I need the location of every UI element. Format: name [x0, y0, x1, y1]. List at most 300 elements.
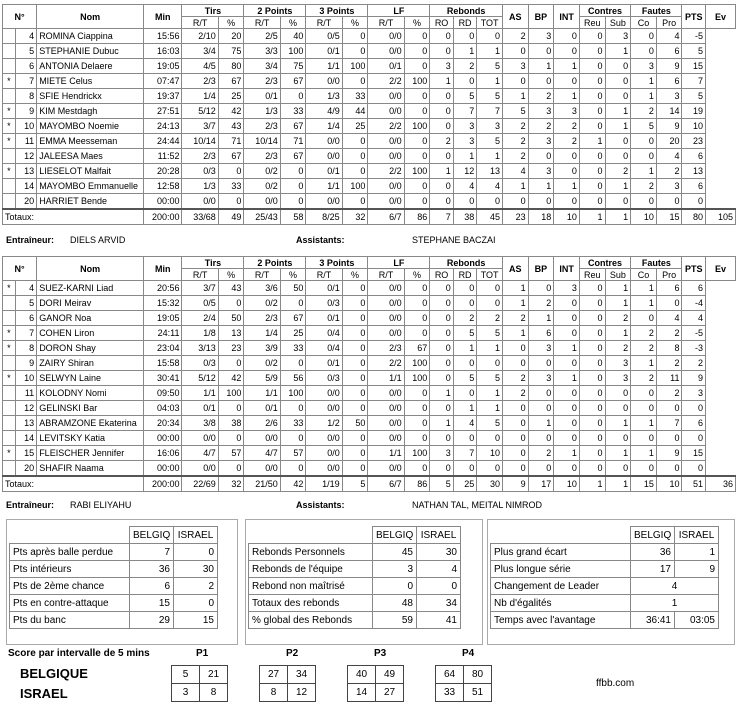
stat-cell: 0/0	[306, 401, 342, 416]
stat-cell: 0/0	[368, 401, 404, 416]
player-name: ZAIRY Shiran	[37, 356, 144, 371]
stats-row	[491, 612, 719, 629]
stat-cell: 0/3	[306, 296, 342, 311]
score-row	[260, 684, 316, 702]
stat-cell: 0	[404, 281, 430, 296]
stat-cell: 2	[631, 371, 657, 386]
stat-cell: 4/7	[182, 446, 218, 461]
stat-cell: 2	[502, 119, 528, 134]
stat-cell: 0	[579, 446, 605, 461]
stat-cell: 2/2	[368, 164, 404, 179]
stat-cell: 20	[656, 134, 682, 149]
stat-cell: 0	[430, 356, 454, 371]
stat-cell: 7	[453, 104, 477, 119]
stats-value: 30	[174, 561, 218, 578]
subheader: %	[280, 17, 306, 29]
stat-cell: 0	[430, 296, 454, 311]
stat-cell: 3	[682, 386, 706, 401]
stat-cell: 5/12	[182, 371, 218, 386]
stats-label: Pts de 2ème chance	[10, 578, 130, 595]
stat-cell: 6	[682, 281, 706, 296]
stat-cell: 3	[605, 356, 631, 371]
stat-cell: 71	[218, 134, 244, 149]
stats-row	[10, 612, 218, 629]
stat-cell: 0	[502, 44, 528, 59]
stats-row	[491, 578, 719, 595]
total-cell: 51	[682, 476, 706, 492]
stat-cell: 0	[579, 104, 605, 119]
stat-cell: 11	[15, 386, 36, 401]
player-name: ABRAMZONE Ekaterina	[37, 416, 144, 431]
stat-cell: 2	[528, 296, 554, 311]
stat-cell: 1/1	[368, 446, 404, 461]
stats-row	[10, 544, 218, 561]
stat-cell: 0	[280, 296, 306, 311]
stats-row	[249, 578, 461, 595]
stat-cell: *	[3, 446, 16, 461]
total-cell: 10	[656, 476, 682, 492]
total-cell: 30	[477, 476, 503, 492]
stat-cell: 3	[430, 446, 454, 461]
stat-cell: 8	[15, 89, 36, 104]
subheader: %	[280, 269, 306, 281]
stat-cell: 3	[528, 104, 554, 119]
stat-cell: 0	[430, 401, 454, 416]
stat-cell: 2	[631, 341, 657, 356]
stat-cell	[3, 296, 16, 311]
player-name: COHEN Liron	[37, 326, 144, 341]
stat-cell	[3, 194, 16, 210]
stat-cell: 67	[218, 74, 244, 89]
header-name: Nom	[37, 5, 144, 29]
stat-cell: -5	[682, 29, 706, 44]
stat-cell: 2/2	[368, 356, 404, 371]
team1-assistants: STEPHANE BACZAI	[412, 235, 496, 245]
total-cell: 6/7	[368, 209, 404, 225]
stat-cell: 1	[477, 386, 503, 401]
stat-cell: 12	[15, 149, 36, 164]
stats-table-mid	[248, 526, 461, 629]
score-cell: 5	[172, 666, 200, 684]
coach-label: Entraîneur:	[6, 500, 55, 510]
stat-cell: 1	[554, 446, 580, 461]
stat-cell: 0/0	[306, 461, 342, 477]
stat-cell: 6	[656, 281, 682, 296]
stat-cell: 0/0	[306, 149, 342, 164]
stat-cell: 0/0	[368, 386, 404, 401]
stat-cell: 0	[342, 401, 368, 416]
stat-cell: 5	[15, 296, 36, 311]
player-row	[3, 59, 736, 74]
stat-cell: 0	[631, 134, 657, 149]
stats-label: Rebond non maîtrisé	[249, 578, 373, 595]
subheader: RO	[430, 269, 454, 281]
header-lf: LF	[368, 257, 430, 269]
stat-cell: 23:04	[144, 341, 182, 356]
stat-cell: 0	[342, 194, 368, 210]
header-int: INT	[554, 5, 580, 29]
header-name: Nom	[37, 257, 144, 281]
player-row	[3, 134, 736, 149]
stat-cell: 7	[656, 416, 682, 431]
stats-header	[249, 527, 461, 544]
stat-cell: 0/1	[306, 311, 342, 326]
stat-cell: 50	[342, 416, 368, 431]
stat-cell: 5	[477, 416, 503, 431]
stats-blank	[10, 527, 130, 544]
stat-cell: 0/4	[306, 341, 342, 356]
stat-cell: 1	[605, 104, 631, 119]
stat-cell: 0	[430, 119, 454, 134]
score-row	[348, 666, 404, 684]
player-name: STEPHANIE Dubuc	[37, 44, 144, 59]
stat-cell: 0	[631, 431, 657, 446]
stat-cell: 04:03	[144, 401, 182, 416]
stat-cell: 0	[631, 44, 657, 59]
stat-cell: 20:34	[144, 416, 182, 431]
total-cell: 6/7	[368, 476, 404, 492]
stat-cell: 0	[342, 326, 368, 341]
score-cell: 3	[172, 684, 200, 702]
period-2-scores	[259, 665, 316, 702]
stat-cell: 12	[15, 401, 36, 416]
stat-cell: 2	[656, 386, 682, 401]
stat-cell: 0	[579, 341, 605, 356]
stat-cell: 4	[453, 179, 477, 194]
stat-cell	[3, 356, 16, 371]
stat-cell: 0	[631, 149, 657, 164]
stat-cell: 100	[404, 356, 430, 371]
stat-cell: 0	[579, 416, 605, 431]
total-cell: 9	[502, 476, 528, 492]
stat-cell: 13	[477, 164, 503, 179]
stat-cell: 24:44	[144, 134, 182, 149]
stat-cell: 13	[15, 164, 36, 179]
stat-cell: 2/3	[244, 119, 280, 134]
player-row	[3, 296, 736, 311]
player-name: DORI Meirav	[37, 296, 144, 311]
stat-cell: 3/8	[182, 416, 218, 431]
stat-cell: 2	[631, 179, 657, 194]
stat-cell: 0	[453, 194, 477, 210]
stat-cell: 10	[15, 119, 36, 134]
header-3pts: 3 Points	[306, 5, 368, 17]
player-row	[3, 281, 736, 296]
stat-cell: 0	[656, 194, 682, 210]
stat-cell: 15	[682, 59, 706, 74]
stat-cell: 0	[579, 401, 605, 416]
player-name: HARRIET Bende	[37, 194, 144, 210]
stat-cell: 0	[605, 194, 631, 210]
subheader: Pro	[656, 17, 682, 29]
stat-cell: 0	[280, 164, 306, 179]
stat-cell: 0	[631, 311, 657, 326]
score-cell: 27	[260, 666, 288, 684]
stat-cell: 0	[605, 59, 631, 74]
score-row	[172, 684, 228, 702]
stat-cell: 1	[477, 74, 503, 89]
stat-cell: 0	[342, 311, 368, 326]
stat-cell: 0	[477, 281, 503, 296]
stat-cell: 0	[453, 356, 477, 371]
stat-cell: 3	[528, 341, 554, 356]
subheader: R/T	[244, 17, 280, 29]
stat-cell: 0	[554, 44, 580, 59]
total-cell: 10	[554, 209, 580, 225]
stat-cell: 1	[477, 341, 503, 356]
stat-cell: 33	[218, 179, 244, 194]
stat-cell: 1	[554, 89, 580, 104]
stat-cell: 0	[605, 431, 631, 446]
total-cell: 15	[656, 209, 682, 225]
team2-coach-line	[6, 498, 726, 512]
stat-cell: 10	[682, 119, 706, 134]
stat-cell: 0	[502, 74, 528, 89]
header-min: Min	[144, 257, 182, 281]
stats-value: 36:41	[631, 612, 675, 629]
player-name: JALEESA Maes	[37, 149, 144, 164]
stat-cell: 0	[477, 431, 503, 446]
player-row	[3, 461, 736, 477]
stat-cell: 0	[342, 149, 368, 164]
stat-cell: 0	[280, 194, 306, 210]
stat-cell: 2/3	[182, 149, 218, 164]
stat-cell: 4/7	[244, 446, 280, 461]
stat-cell: 5	[477, 89, 503, 104]
stat-cell: 0	[218, 164, 244, 179]
team2-coach: RABI ELIYAHU	[70, 500, 132, 510]
total-cell: 23	[502, 209, 528, 225]
score-row	[348, 684, 404, 702]
stat-cell: 67	[280, 74, 306, 89]
stat-cell: 1	[477, 401, 503, 416]
stat-cell: 0	[554, 386, 580, 401]
stat-cell: 7	[682, 74, 706, 89]
stat-cell: 33	[280, 341, 306, 356]
stat-cell: 1/1	[368, 371, 404, 386]
player-name: MIETE Celus	[37, 74, 144, 89]
stat-cell: 4/5	[182, 59, 218, 74]
stat-cell: 1	[554, 59, 580, 74]
stat-cell	[3, 311, 16, 326]
stat-cell: 0	[404, 179, 430, 194]
player-row	[3, 74, 736, 89]
stat-cell: 0	[554, 326, 580, 341]
stat-cell: 0	[554, 74, 580, 89]
stat-cell: 2/2	[368, 74, 404, 89]
stat-cell: -3	[682, 341, 706, 356]
stat-cell: 0	[528, 281, 554, 296]
stats-row	[491, 544, 719, 561]
team2-boxscore	[2, 256, 736, 492]
stat-cell: 5	[682, 89, 706, 104]
stat-cell: 00:00	[144, 431, 182, 446]
stat-cell: 1	[631, 446, 657, 461]
stat-cell: 20	[15, 194, 36, 210]
stat-cell: 4	[682, 311, 706, 326]
stat-cell: 0/5	[306, 29, 342, 44]
stat-cell: 75	[218, 44, 244, 59]
subheader: R/T	[306, 269, 342, 281]
stat-cell: 1	[477, 44, 503, 59]
stat-cell: 3	[631, 59, 657, 74]
stat-cell: 0	[656, 431, 682, 446]
total-cell: 15	[631, 476, 657, 492]
stat-cell: 1/1	[244, 386, 280, 401]
header-ev: Ev	[705, 257, 735, 281]
stat-cell: 0/1	[306, 164, 342, 179]
stat-cell: 3	[528, 164, 554, 179]
stat-cell: 3	[430, 59, 454, 74]
score-cell: 33	[436, 684, 464, 702]
stats-row	[10, 578, 218, 595]
stat-cell: 6	[15, 311, 36, 326]
stat-cell: 25	[280, 326, 306, 341]
stat-cell: 4	[453, 416, 477, 431]
stat-cell: 1	[554, 371, 580, 386]
totals-row	[3, 209, 736, 225]
stat-cell: 0	[430, 371, 454, 386]
team1-coach-line	[6, 233, 726, 247]
subheader: R/T	[244, 269, 280, 281]
stat-cell: 2	[605, 311, 631, 326]
team2-name: ISRAEL	[20, 686, 68, 701]
stat-cell: 0	[477, 296, 503, 311]
subheader: %	[342, 17, 368, 29]
stat-cell: 23	[218, 341, 244, 356]
stat-cell: 1/3	[244, 104, 280, 119]
stat-cell: 1	[605, 119, 631, 134]
stat-cell: 0	[502, 446, 528, 461]
total-cell: 1	[605, 209, 631, 225]
stat-cell: 0	[579, 281, 605, 296]
stat-cell: 2	[682, 356, 706, 371]
stat-cell: 67	[280, 149, 306, 164]
stat-cell: 4/9	[306, 104, 342, 119]
stat-cell: 0	[218, 194, 244, 210]
player-name: ANTONIA Delaere	[37, 59, 144, 74]
stat-cell: 1	[605, 296, 631, 311]
stat-cell: 3/4	[244, 59, 280, 74]
stat-cell: 20	[15, 461, 36, 477]
stat-cell: 1	[631, 89, 657, 104]
player-name: SELWYN Laine	[37, 371, 144, 386]
stat-cell: 1	[631, 416, 657, 431]
score-cell: 40	[348, 666, 376, 684]
stat-cell: 2	[605, 164, 631, 179]
stats-value: 0	[174, 595, 218, 612]
stat-cell: 0	[342, 296, 368, 311]
stat-cell: 0/1	[244, 89, 280, 104]
player-row	[3, 431, 736, 446]
player-row	[3, 341, 736, 356]
stat-cell: 0	[477, 356, 503, 371]
stat-cell: 0	[579, 44, 605, 59]
stats-label: Nb d'égalités	[491, 595, 631, 612]
stat-cell: 56	[280, 371, 306, 386]
total-cell: 38	[453, 209, 477, 225]
stat-cell: 100	[404, 74, 430, 89]
stats-value: 48	[373, 595, 417, 612]
stat-cell: 2	[453, 59, 477, 74]
stat-cell: 0	[218, 296, 244, 311]
stat-cell: 0/0	[368, 326, 404, 341]
stat-cell: 0	[554, 296, 580, 311]
stat-cell: 3/6	[244, 281, 280, 296]
total-cell: 8/25	[306, 209, 342, 225]
col-israel: ISRAEL	[417, 527, 461, 544]
stat-cell: 27:51	[144, 104, 182, 119]
stat-cell: 1	[605, 179, 631, 194]
stat-cell: 0	[477, 29, 503, 44]
stat-cell: 0	[554, 416, 580, 431]
total-cell: 33/68	[182, 209, 218, 225]
stat-cell: 0	[453, 461, 477, 477]
stat-cell: 2/3	[368, 341, 404, 356]
stat-cell: 0	[579, 164, 605, 179]
stat-cell: 0/0	[368, 104, 404, 119]
stat-cell: 0	[502, 401, 528, 416]
stat-cell: 0	[579, 461, 605, 477]
stat-cell: 0/2	[244, 179, 280, 194]
subheader: %	[218, 17, 244, 29]
stat-cell: 2	[502, 311, 528, 326]
stat-cell: 14	[15, 431, 36, 446]
stat-cell: 0/0	[182, 431, 218, 446]
stat-cell: 0	[682, 194, 706, 210]
player-row	[3, 104, 736, 119]
stat-cell: 5	[477, 59, 503, 74]
player-row	[3, 386, 736, 401]
stat-cell: 0	[342, 356, 368, 371]
subheader: RD	[453, 269, 477, 281]
stat-cell: 0	[430, 29, 454, 44]
stat-cell: 0	[631, 386, 657, 401]
score-cell: 21	[200, 666, 228, 684]
stat-cell: 100	[404, 164, 430, 179]
stat-cell: 4	[502, 164, 528, 179]
col-israel: ISRAEL	[675, 527, 719, 544]
stat-cell: 1	[453, 149, 477, 164]
stat-cell: 0	[342, 281, 368, 296]
stat-cell: 0/3	[306, 371, 342, 386]
stat-cell: 1/1	[182, 386, 218, 401]
player-row	[3, 164, 736, 179]
subheader: Reu	[579, 17, 605, 29]
stat-cell: 1	[430, 386, 454, 401]
stat-cell: 0	[605, 386, 631, 401]
stat-cell: 0	[605, 134, 631, 149]
stat-cell: 0/0	[368, 431, 404, 446]
header-as: AS	[502, 5, 528, 29]
stat-cell: 0	[404, 401, 430, 416]
stat-cell: 38	[218, 416, 244, 431]
stat-cell: 100	[404, 119, 430, 134]
stat-cell: 0/1	[368, 59, 404, 74]
stat-cell: 0	[579, 194, 605, 210]
stat-cell: 09:50	[144, 386, 182, 401]
stat-cell: 40	[280, 29, 306, 44]
stat-cell: 0	[682, 461, 706, 477]
stat-cell: 42	[218, 371, 244, 386]
period-4-scores	[435, 665, 492, 702]
player-row	[3, 356, 736, 371]
stats-label: Temps avec l'avantage	[491, 612, 631, 629]
stat-cell: 0	[404, 461, 430, 477]
stat-cell: 4	[656, 311, 682, 326]
stat-cell: 20	[218, 29, 244, 44]
stats-label: Plus grand écart	[491, 544, 631, 561]
